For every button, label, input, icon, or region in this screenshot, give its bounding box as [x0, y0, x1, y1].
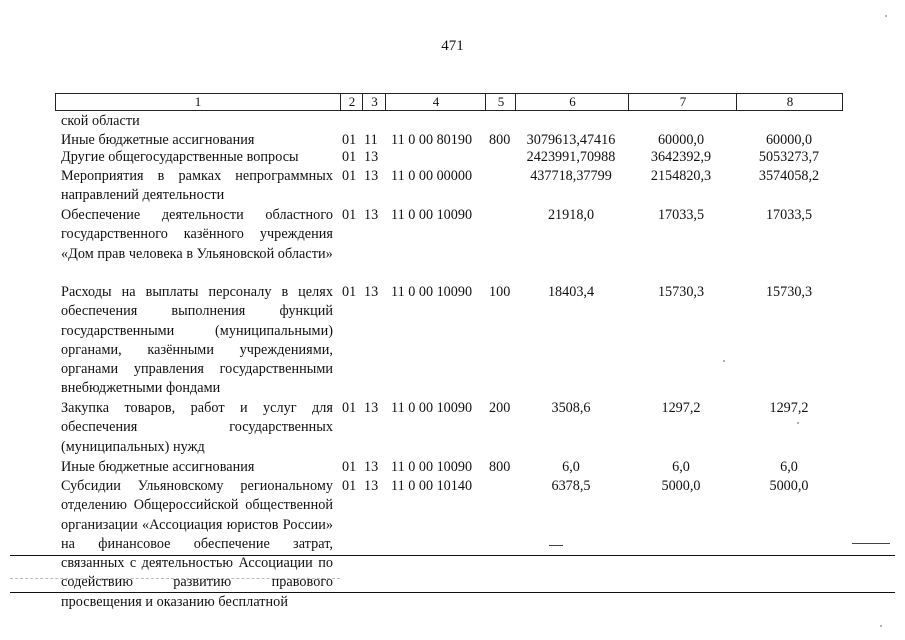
amount-col-6: 437718,37799: [530, 168, 612, 184]
header-col-5: 5: [485, 94, 516, 110]
header-col-7: 7: [628, 94, 737, 110]
subsection-code: 13: [364, 168, 379, 184]
amount-col-6: 2423991,70988: [526, 149, 616, 165]
scan-line-faint: [10, 578, 340, 579]
section-code: 01: [342, 168, 357, 184]
row-description: Иные бюджетные ассигнования: [61, 459, 255, 475]
amount-col-8: 1297,2: [769, 400, 809, 416]
target-article-code: 11 0 00 10090: [391, 284, 473, 300]
target-article-code: 11 0 00 10090: [391, 459, 473, 475]
amount-col-7: 1297,2: [661, 400, 701, 416]
header-col-1: 1: [194, 94, 202, 109]
amount-col-8: 15730,3: [765, 284, 813, 300]
amount-col-6: 3079613,47416: [526, 132, 616, 148]
amount-col-8: 3574058,2: [758, 168, 820, 184]
amount-col-7: 15730,3: [657, 284, 705, 300]
expense-type-code: 800: [489, 132, 511, 148]
subsection-code: 13: [364, 207, 379, 223]
section-code: 01: [342, 207, 357, 223]
amount-col-7: 2154820,3: [650, 168, 712, 184]
amount-col-6: 21918,0: [547, 207, 595, 223]
scan-line: [10, 592, 895, 593]
table-header: [55, 93, 843, 111]
scan-speck: [723, 360, 725, 362]
subsection-code: 13: [364, 149, 379, 165]
row-description: Закупка товаров, работ и услуг для обеспечения государственных (муниципальных) нужд: [61, 400, 333, 455]
row-description: Расходы на выплаты персоналу в целях обеспечения выполнения функций государственными (муниципальными) органами, казёнными учреждениями, органами управления государственными внебюджетными фондами: [61, 284, 333, 397]
expense-type-code: 800: [489, 459, 511, 475]
row-description: Мероприятия в рамках непрограммных направлений деятельности: [61, 168, 333, 204]
amount-col-7: 6,0: [672, 459, 690, 475]
header-col-4: 4: [385, 94, 486, 110]
amount-col-6: 3508,6: [551, 400, 591, 416]
amount-col-8: 5000,0: [769, 478, 809, 494]
header-col-2: 2: [340, 94, 363, 110]
scan-speck: [797, 422, 799, 424]
amount-col-7: 3642392,9: [650, 149, 712, 165]
row-description: Обеспечение деятельности областного государственного казённого учреждения «Дом прав человека в Ульяновской области»: [61, 207, 333, 262]
scan-mark: [549, 545, 563, 546]
amount-col-6: 18403,4: [547, 284, 595, 300]
section-code: 01: [342, 149, 357, 165]
target-article-code: 11 0 00 10090: [391, 400, 473, 416]
amount-col-7: 17033,5: [657, 207, 705, 223]
row-description: Субсидии Ульяновскому региональному отделению Общероссийской общественной организации «Ассоциация юристов России» на финансовое обеспечение затрат, связанных с деятельностью Ассоциации по содействию развитию правового просвещения и оказанию бесплатной: [61, 478, 333, 610]
row-description: ской области: [61, 113, 140, 129]
scan-mark: [852, 543, 890, 544]
expense-type-code: 100: [489, 284, 511, 300]
section-code: 01: [342, 284, 357, 300]
target-article-code: 11 0 00 00000: [391, 168, 473, 184]
header-col-6: 6: [515, 94, 629, 110]
scan-line: [10, 555, 895, 556]
section-code: 01: [342, 459, 357, 475]
header-col-3: 3: [362, 94, 386, 110]
row-description: Иные бюджетные ассигнования: [61, 132, 255, 148]
row-description: Другие общегосударственные вопросы: [61, 149, 299, 165]
subsection-code: 13: [364, 478, 379, 494]
amount-col-7: 60000,0: [657, 132, 705, 148]
section-code: 01: [342, 478, 357, 494]
subsection-code: 13: [364, 400, 379, 416]
scan-speck: [885, 15, 887, 17]
amount-col-8: 60000,0: [765, 132, 813, 148]
amount-col-8: 17033,5: [765, 207, 813, 223]
target-article-code: 11 0 00 80190: [391, 132, 473, 148]
subsection-code: 11: [364, 132, 378, 148]
expense-type-code: 200: [489, 400, 511, 416]
section-code: 01: [342, 132, 357, 148]
page-number: 471: [441, 38, 464, 54]
subsection-code: 13: [364, 284, 379, 300]
amount-col-7: 5000,0: [661, 478, 701, 494]
amount-col-6: 6,0: [562, 459, 580, 475]
scan-speck: [880, 625, 882, 627]
amount-col-8: 6,0: [780, 459, 798, 475]
target-article-code: 11 0 00 10090: [391, 207, 473, 223]
header-col-8: 8: [736, 94, 843, 110]
target-article-code: 11 0 00 10140: [391, 478, 473, 494]
subsection-code: 13: [364, 459, 379, 475]
amount-col-6: 6378,5: [551, 478, 591, 494]
amount-col-8: 5053273,7: [758, 149, 820, 165]
section-code: 01: [342, 400, 357, 416]
